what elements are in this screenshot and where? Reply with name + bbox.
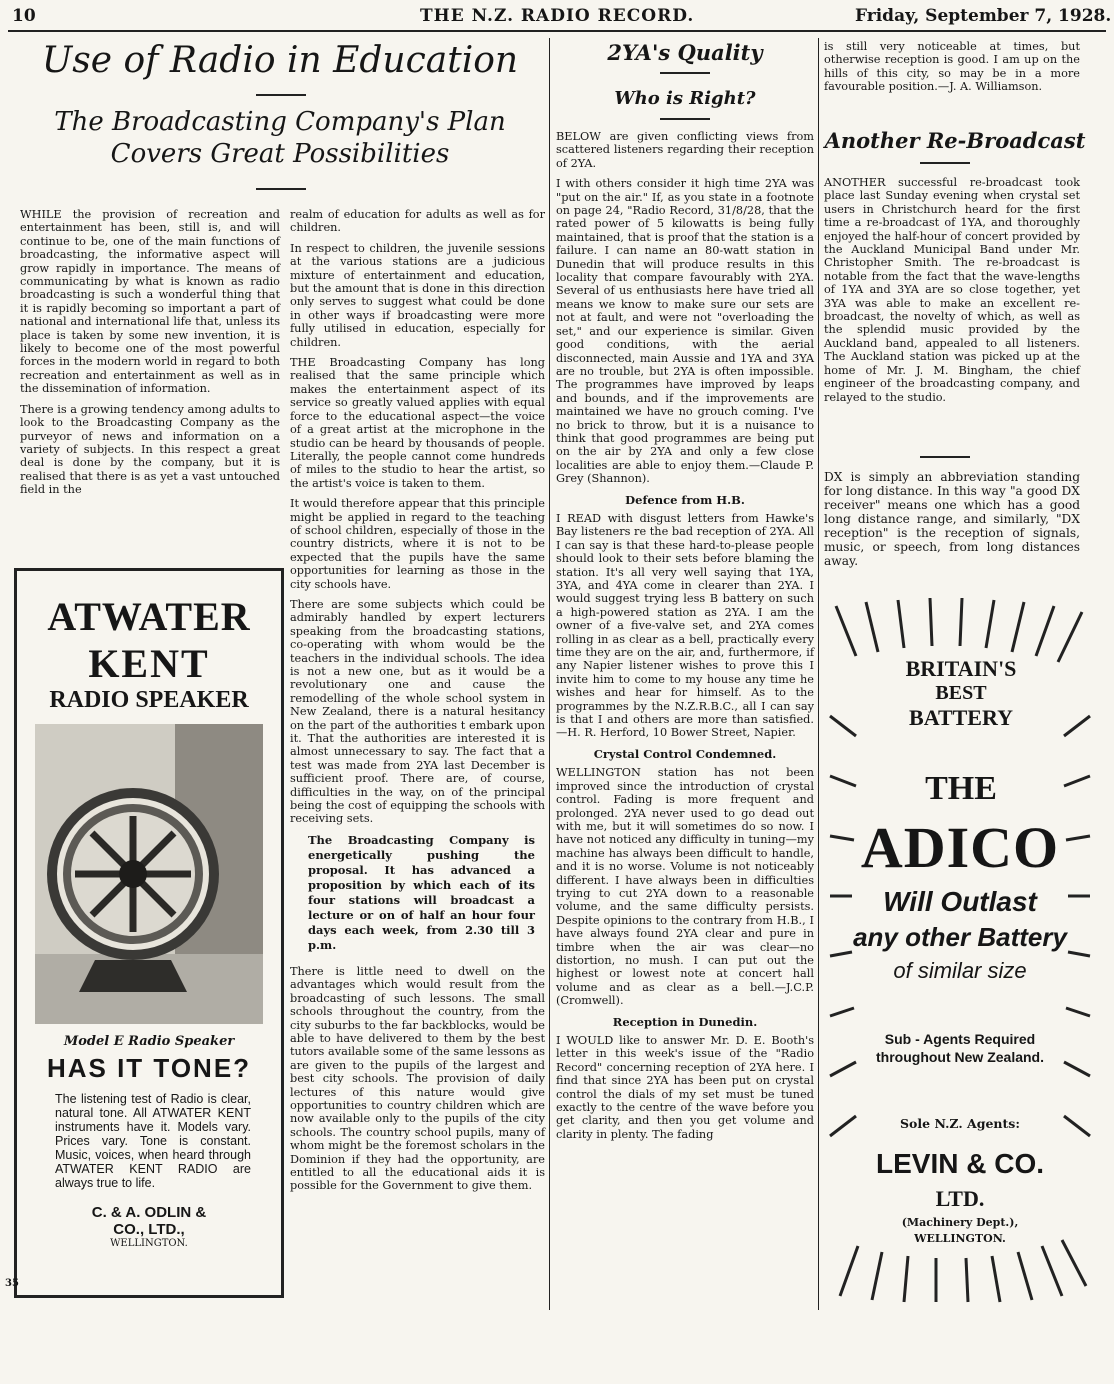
article-paragraph: WHILE the provision of recreation and entertainment has been, still is, and will continue to be, one of the main functions of broadcasting, the informative aspect will grow rapidly in importance. The means of communicating by what is known as radio broadcasting is such a wonderful thing that it is rapidly becoming so important a part of national and international life that, unless its place is taken by some new invention, it is likely to become one of the most powerful forces in the modern world in regard to both recreation and entertainment as well as in the dissemination of information.	[20, 208, 280, 396]
rebroadcast-article: ANOTHER successful re-broadcast took place last Sunday evening when crystal set users in Christchurch heard for the first time a re-broadcast of 1YA, and thoroughly enjoyed the half-hour of concert provided by the Auckland Municipal Band under Mr. Christopher Smith. The re-broadcast is notable from the fact that the wave-lengths of 1YA and 3YA are so close together, yet 3YA was able to make an excellent re-broadcast, the novelty of which, as well as the splendid music provided by the Auckland band, appealed to all listeners. The Auckland station was picked up at the home of Mr. J. M. Bingham, the chief engineer of the broadcasting company, and relayed to the studio.	[824, 176, 1080, 404]
page-number: 10	[12, 6, 36, 26]
section-subtitle-2ya: Who is Right?	[614, 88, 756, 109]
section-divider	[920, 456, 970, 458]
ad-brand-line3: RADIO SPEAKER	[49, 687, 249, 713]
letters-column	[556, 130, 814, 1148]
article-subtitle: The Broadcasting Company's Plan Covers Great Possibilities	[54, 107, 506, 169]
dx-definition: DX is simply an abbreviation standing for long distance. In this way "a good DX receiver" means one which has a good long distance range, and similarly, "DX reception" is the reception of signals, music, or speech, from long distances away.	[824, 470, 1080, 568]
column-separator	[549, 38, 550, 1310]
letter-shannon: I with others consider it high time 2YA was "put on the air." If, as you state in a footnote on page 24, "Radio Record, 31/8/28, that the rated power of 5 kilowatts is being fully maintained, that is proof that the station is a failure. I can name an 80-watt station in Dunedin that will produce results in this locality that compare favourably with 2YA. Several of us enthusiasts here have tried all means we know to make sure our sets are not at fault, and were not "overloading the set," and our experience is similar. Given good conditions, with the aerial disconnected, main Aussie and 1YA and 3YA are no trouble, but 2YA is often impossible. The programmes have improved by leaps and bounds, and if the improvements are maintained we have no grouch coming. I've no brick to throw, but it is a nuisance to think that good programmes are being put on the air by 2YA and only a few close localities are able to enjoy them.—Claude P. Grey (Shannon).	[556, 177, 814, 486]
article-column-2	[290, 208, 545, 1200]
atwater-kent-advertisement	[5, 568, 284, 1298]
adico-agent-dept: (Machinery Dept.),	[901, 1216, 1019, 1229]
title-divider	[660, 72, 710, 74]
ad-agent-city: WELLINGTON.	[110, 1238, 188, 1249]
letter-continuation: is still very noticeable at times, but otherwise reception is good. I am up on the hills of this city, so may be in a more favourable position.—J. A. Williamson.	[824, 40, 1080, 94]
section-title-rebroadcast: Another Re-Broadcast	[824, 128, 1086, 153]
letter-heading: Crystal Control Condemned.	[593, 746, 777, 761]
adico-agent-city: WELLINGTON.	[914, 1232, 1006, 1245]
adico-product-name: ADICO	[860, 815, 1060, 880]
announcement-paragraph: The Broadcasting Company is energetically pushing the proposal. It has advanced a proposition by which each of its four stations will broadcast a lecture or on of half an hour four days each week, from 2.30 till 3 p.m.	[308, 832, 535, 952]
article-paragraph: There is a growing tendency among adults to look to the Broadcasting Company as the purveyor of news and information on a variety of subjects. In this respect a great deal is done by the company, but it is realised that there is as yet a vast untouched field in the	[20, 402, 280, 497]
title-divider	[256, 94, 306, 96]
adico-slogan-line1: Will Outlast	[883, 886, 1037, 917]
letter-dunedin: I WOULD like to answer Mr. D. E. Booth's letter in this week's issue of the "Radio Record" concerning reception of 2YA here. I find that since 2YA has been put on crystal control the dials of my set must be tuned exactly to the centre of the wave before you get clarity, and then you get volume and clarity in plenty. The fading	[556, 1034, 814, 1141]
radio-speaker-illustration	[35, 724, 263, 1024]
article-paragraph: It would therefore appear that this principle might be applied in regard to the teaching of school children, especially of those in the country districts, where it is not to be expected that the pupils have the same opportunities for learning as those in the city schools have.	[290, 497, 545, 591]
article-paragraph: There is little need to dwell on the advantages which would result from the broadcasting of such lessons. The small schools throughout the country, from the city suburbs to the far backblocks, would be able to have delivered to them by the best tutors available some of the same lessons as are given to the pupils of the largest and best city schools. The provision of daily lectures of this nature would give opportunities to country children which are now available only to the pupils of the city schools. The country school pupils, many of whom might be the foremost scholars in the Dominion if they had the opportunity, are entitled to all the educational aids it is possible for the Government to give them.	[290, 964, 545, 1193]
letter-cromwell: WELLINGTON station has not been improved since the introduction of crystal control. Fading is more frequent and prolonged. 2YA never used to go dead out with me, but it will sometimes do so now. I have not noticed any difficulty in tuning—my machine has always been difficult to handle, and it is no worse. Volume is not noticeably different. I have always been in difficulties trying to cut 2YA down to a reasonable volume, and the same difficulty persists. Despite opinions to the contrary from H.B., I have always found 2YA clear and pure in timbre when the air was clear—no distortion, no mush. I can put out the highest or lowest note at concert hall volume and as clear as a bell.—J.C.P. (Cromwell).	[556, 766, 814, 1008]
subtitle-divider	[660, 118, 710, 120]
ad-headline: HAS IT TONE?	[46, 1053, 252, 1083]
letter-napier: I READ with disgust letters from Hawke's Bay listeners re the bad reception of 2YA. All I can say is that these hard-to-please people should look to their sets before blaming the station. It's all very well saying that 1YA, 3YA, and 4YA come in clearer than 2YA. I would suggest trying less B battery on such a high-powered station as 2YA. I am the owner of a five-valve set, and 2YA comes rolling in as clear as a bell, practically every time they are on the air, and, furthermore, if any Napier listener wishes to prove this I invite him to come to my house any time he wishes and hear for himself. As to the programmes by the N.Z.R.B.C., all I can say is that I and others are more than satisfied.—H. R. Herford, 10 Bower Street, Napier.	[556, 511, 814, 740]
adico-brand-line3: BATTERY	[909, 705, 1013, 730]
letter-heading: Defence from H.B.	[625, 492, 745, 507]
adico-slogan-line2: any other Battery	[853, 922, 1067, 952]
adico-agents-label: Sole N.Z. Agents:	[900, 1116, 1020, 1131]
ad-agent-line2: CO., LTD.,	[113, 1221, 185, 1238]
adico-battery-advertisement	[826, 596, 1094, 1304]
ad-number: 35	[5, 1278, 19, 1289]
article-paragraph: THE Broadcasting Company has long realised that the same principle which makes the entertainment aspect of its service so greatly valued applies with equal force to the educational aspect—the voice of a great artist at the microphone in the studio can be heard by thousands of people. Literally, the people cannot come hundreds of miles to the studio to hear the artist, so the artist's voice is taken to them.	[290, 356, 545, 490]
ad-brand-line1: ATWATER	[47, 594, 251, 639]
adico-brand-line2: BEST	[935, 682, 987, 704]
adico-brand-line1: BRITAIN'S	[905, 656, 1017, 681]
adico-the: THE	[925, 770, 997, 807]
article-title: Use of Radio in Education	[41, 40, 519, 81]
column-separator	[818, 38, 819, 1310]
ad-brand-line2: KENT	[88, 641, 210, 686]
adico-agent-ltd: LTD.	[935, 1186, 985, 1211]
ad-model-caption: Model E Radio Speaker	[63, 1034, 235, 1049]
article-paragraph: In respect to children, the juvenile sessions at the various stations are a judicious mixture of entertainment and education, but the amount that is done in this direction only serves to suggest what could be done in other ways if broadcasting were more fully utilised in education, especially for children.	[290, 241, 545, 349]
letters-intro: BELOW are given conflicting views from scattered listeners regarding their reception of 2YA.	[556, 130, 814, 170]
subtitle-divider	[256, 188, 306, 190]
article-column-1	[20, 208, 280, 504]
ad-agent-line1: C. & A. ODLIN &	[91, 1204, 207, 1221]
adico-brand-block	[866, 656, 1056, 731]
adico-subagents: Sub - Agents Required throughout New Zealand.	[876, 1031, 1044, 1065]
publication-title: THE N.Z. RADIO RECORD.	[420, 6, 695, 26]
adico-slogan-line3: of similar size	[893, 958, 1027, 983]
header-rule	[8, 30, 1106, 32]
title-divider	[920, 162, 970, 164]
letter-heading: Reception in Dunedin.	[612, 1014, 758, 1029]
issue-date: Friday, September 7, 1928.	[855, 6, 1112, 26]
section-title-2ya: 2YA's Quality	[607, 40, 763, 65]
article-paragraph: realm of education for adults as well as for children.	[290, 208, 545, 235]
adico-agent-name: LEVIN & CO.	[875, 1148, 1044, 1179]
ad-body-text: The listening test of Radio is clear, natural tone. All ATWATER KENT instruments have it. Models vary. Prices vary. Tone is constant. Music, voices, when heard through ATWATER KENT RADIO are always true to life.	[55, 1092, 251, 1190]
article-paragraph: There are some subjects which could be admirably handled by expert lecturers speaking from the broadcasting stations, co-operating with whom would be the teachers in the individual schools. The idea is not a new one, but as it would be a revolutionary one and cause the remodelling of the whole school system in New Zealand, there is a natural hesitancy on the part of the authorities t embark upon it. That the authorities are interested it is almost unnecessary to say. The fact that a test was made from 2YA last December is sufficient proof. There are, of course, difficulties in the way, on of the principal being the cost of equipping the schools with receiving sets.	[290, 597, 545, 826]
